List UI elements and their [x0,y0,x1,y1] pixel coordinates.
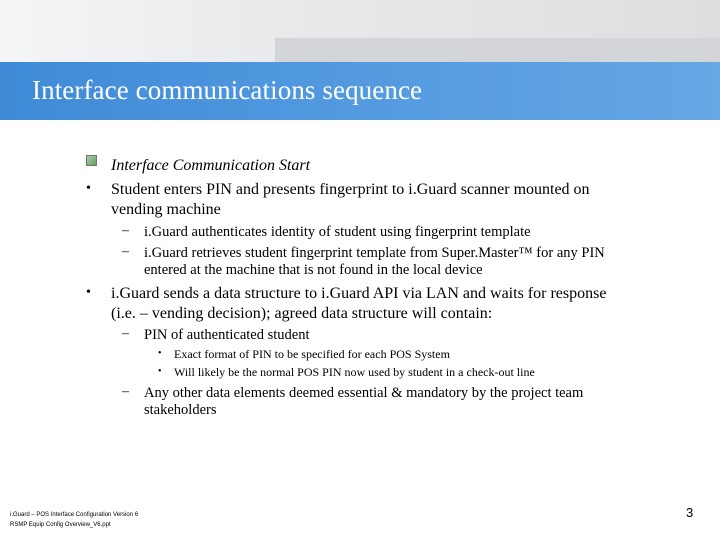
bullet-2-line-1: i.Guard sends a data structure to i.Guard API via LAN and waits for response [111,285,607,302]
small-bullet-marker: • [158,366,162,377]
bullet-2-sub-2-line-1: Any other data elements deemed essential & mandatory by the project team [144,385,584,401]
bullet-1-sub-2-line-2: entered at the machine that is not found in the local device [144,262,483,278]
footer-line-1: i.Guard – POS Interface Configuration Version 6 [10,512,139,518]
small-bullet-marker: • [158,348,162,359]
bullet-1-line-1: Student enters PIN and presents fingerprint to i.Guard scanner mounted on [111,181,590,198]
bullet-marker: • [86,285,91,300]
bullet-2-sub-1-detail-2: Will likely be the normal POS PIN now used by student in a check-out line [174,365,535,379]
section-heading: Interface Communication Start [111,157,311,174]
slide-title: Interface communications sequence [32,75,423,105]
bullet-2-sub-1: PIN of authenticated student [144,327,310,343]
bullet-2-sub-1-detail-1: Exact format of PIN to be specified for each POS System [174,347,450,361]
header-background-step [275,38,720,62]
dash-marker: – [122,244,129,259]
dash-marker: – [122,384,129,399]
bullet-1-sub-2-line-1: i.Guard retrieves student fingerprint template from Super.Master™ for any PIN [144,245,605,261]
dash-marker: – [122,326,129,341]
dash-marker: – [122,223,129,238]
bullet-1-sub-1: i.Guard authenticates identity of student using fingerprint template [144,224,531,240]
page-number: 3 [686,505,694,520]
footer-line-2: RSMP Equip Config Overview_V6.ppt [10,522,111,528]
bullet-2-line-2: (i.e. – vending decision); agreed data structure will contain: [111,305,493,322]
bullet-1-line-2: vending machine [111,201,221,218]
square-bullet-icon [86,155,97,166]
bullet-2-sub-2-line-2: stakeholders [144,402,217,418]
bullet-marker: • [86,181,91,196]
